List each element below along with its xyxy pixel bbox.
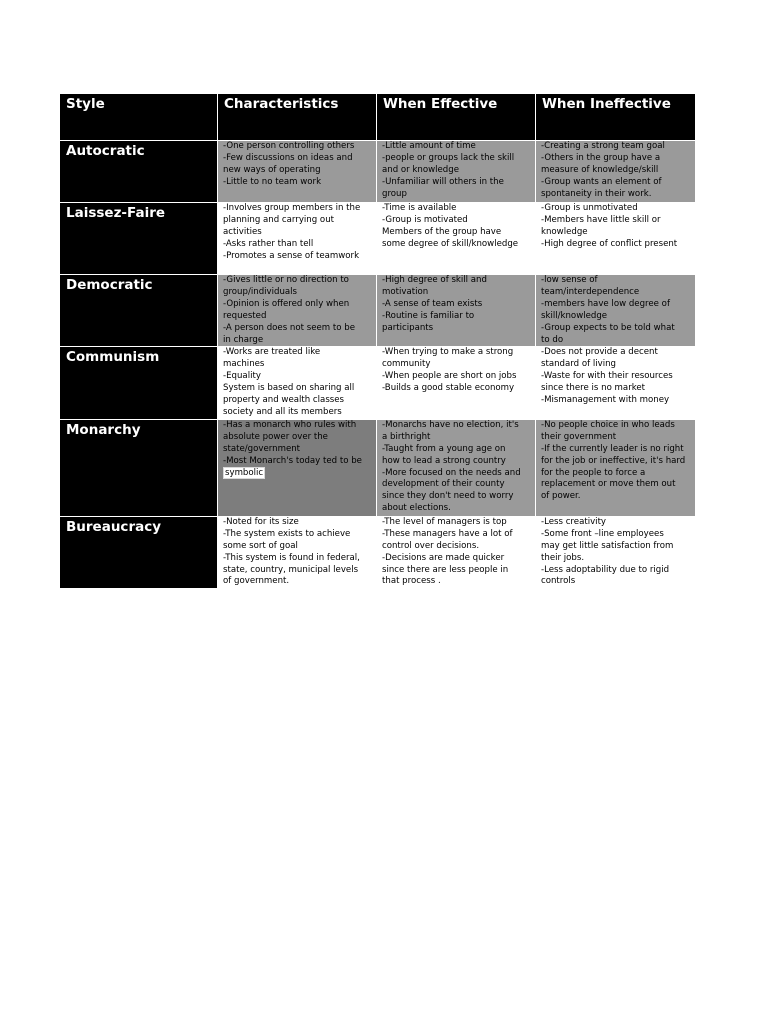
ineffective-cell	[536, 141, 696, 203]
cell-line: -Opinion is offered only when	[223, 298, 350, 309]
cell-line: that process .	[382, 576, 441, 587]
cell-line: -Works are treated like	[223, 347, 321, 358]
style-name: Monarchy	[60, 419, 218, 516]
row-communism	[60, 347, 696, 419]
row-laissez-faire	[60, 203, 696, 275]
cell-line: -Waste for with their resources	[541, 371, 673, 382]
style-name: Democratic	[60, 275, 218, 347]
cell-line: -Equality	[223, 371, 261, 382]
cell-line: -The system exists to achieve	[223, 528, 351, 539]
characteristics-cell	[218, 347, 377, 419]
effective-cell	[377, 347, 536, 419]
style-name: Communism	[60, 347, 218, 419]
ineffective-cell	[536, 419, 696, 516]
cell-line: state/government	[223, 443, 301, 454]
cell-line: -Creating a strong team goal	[541, 141, 665, 151]
cell-line: -Noted for its size	[223, 516, 299, 527]
cell-line: -Time is available	[382, 203, 457, 213]
ineffective-cell	[536, 516, 696, 588]
cell-line: community	[382, 359, 431, 370]
cell-line: how to lead a strong country	[382, 455, 506, 466]
cell-line: -If the currently leader is no right	[541, 443, 684, 454]
ineffective-cell	[536, 203, 696, 275]
cell-line: -Gives little or no direction to	[223, 275, 349, 285]
cell-line: their jobs.	[541, 552, 585, 563]
characteristics-cell	[218, 141, 377, 203]
cell-line: since there are less people in	[382, 564, 509, 575]
cell-line: in charge	[223, 334, 264, 345]
effective-cell	[377, 203, 536, 275]
cell-line: participants	[382, 322, 434, 333]
cell-line: about elections.	[382, 503, 451, 514]
header-characteristics: Characteristics	[218, 94, 377, 141]
cell-line: of government.	[223, 576, 290, 587]
highlight-line	[223, 468, 373, 480]
cell-line: -High degree of skill and	[382, 275, 487, 285]
cell-line: activities	[223, 226, 262, 237]
cell-line: -Asks rather than tell	[223, 238, 314, 249]
cell-line: group	[382, 188, 407, 199]
cell-line: -This system is found in federal,	[223, 552, 360, 563]
cell-line: -Little to no team work	[223, 176, 322, 187]
row-democratic	[60, 275, 696, 347]
highlighted-word: symbolic	[225, 467, 264, 478]
cell-line: to do	[541, 334, 564, 345]
cell-line: property and wealth classes	[223, 395, 345, 406]
characteristics-cell	[218, 516, 377, 588]
cell-line: -Routine is familiar to	[382, 310, 475, 321]
cell-line: measure of knowledge/skill	[541, 164, 659, 175]
row-monarchy	[60, 419, 696, 516]
cell-line: since they don't need to worry	[382, 491, 514, 502]
cell-line: new ways of operating	[223, 164, 321, 175]
cell-line: -Group wants an element of	[541, 176, 662, 187]
effective-cell	[377, 419, 536, 516]
cell-line: spontaneity in their work.	[541, 188, 652, 199]
cell-line: -These managers have a lot of	[382, 528, 513, 539]
cell-line: -High degree of conflict present	[541, 238, 678, 249]
cell-line: -The level of managers is top	[382, 516, 507, 527]
cell-line: -When people are short on jobs	[382, 371, 517, 382]
characteristics-lines	[223, 420, 373, 468]
cell-line: -Does not provide a decent	[541, 347, 658, 358]
cell-line: -Promotes a sense of teamwork	[223, 250, 360, 261]
header-style: Style	[60, 94, 218, 141]
effective-cell	[377, 141, 536, 203]
cell-line: -Taught from a young age on	[382, 443, 506, 454]
cell-line: -No people choice in who leads	[541, 419, 675, 430]
leadership-styles-table	[59, 93, 696, 589]
style-name: Autocratic	[60, 141, 218, 203]
cell-line: -Less adoptability due to rigid	[541, 564, 670, 575]
cell-line: -A person does not seem to be	[223, 322, 355, 333]
cell-line: System is based on sharing all	[223, 383, 355, 394]
cell-line: -Has a monarch who rules with	[223, 419, 357, 430]
cell-line: -One person controlling others	[223, 141, 355, 151]
style-name: Laissez-Faire	[60, 203, 218, 275]
cell-line: -Builds a good stable economy	[382, 383, 515, 394]
cell-line: for the job or ineffective, it's hard	[541, 455, 686, 466]
header-when-ineffective: When Ineffective	[536, 94, 696, 141]
effective-cell	[377, 516, 536, 588]
cell-line: -When trying to make a strong	[382, 347, 514, 358]
cell-line: some sort of goal	[223, 540, 298, 551]
cell-line: -Unfamiliar will others in the	[382, 176, 504, 187]
cell-line: -Members have little skill or	[541, 214, 661, 225]
cell-line: -Few discussions on ideas and	[223, 152, 353, 163]
cell-line: -Mismanagement with money	[541, 395, 670, 406]
cell-line: requested	[223, 310, 267, 321]
cell-line: -Little amount of time	[382, 141, 476, 151]
cell-line: -members have low degree of	[541, 298, 670, 309]
cell-line: -Group is motivated	[382, 214, 468, 225]
cell-line: -people or groups lack the skill	[382, 152, 515, 163]
cell-line: absolute power over the	[223, 431, 328, 442]
cell-line: may get little satisfaction from	[541, 540, 674, 551]
cell-line: and or knowledge	[382, 164, 460, 175]
cell-line: -Involves group members in the	[223, 203, 361, 213]
cell-line: knowledge	[541, 226, 588, 237]
effective-cell	[377, 275, 536, 347]
cell-line: standard of living	[541, 359, 617, 370]
cell-line: development of their county	[382, 479, 505, 490]
cell-line: since there is no market	[541, 383, 646, 394]
cell-line: -Group expects to be told what	[541, 322, 675, 333]
cell-line: -Some front –line employees	[541, 528, 664, 539]
cell-line: for the people to force a	[541, 467, 646, 478]
cell-line: planning and carrying out	[223, 214, 335, 225]
cell-line: their government	[541, 431, 617, 442]
cell-line: a birthright	[382, 431, 431, 442]
cell-line: group/individuals	[223, 286, 298, 297]
cell-line: skill/knowledge	[541, 310, 608, 321]
cell-line: replacement or move them out	[541, 479, 676, 490]
characteristics-cell	[218, 203, 377, 275]
cell-line: -Monarchs have no election, it's	[382, 419, 519, 430]
style-name: Bureaucracy	[60, 516, 218, 588]
cell-line: -More focused on the needs and	[382, 467, 521, 478]
row-bureaucracy	[60, 516, 696, 588]
cell-line: -A sense of team exists	[382, 298, 483, 309]
cell-line: -Less creativity	[541, 516, 607, 527]
cell-line: society and all its members	[223, 406, 342, 417]
characteristics-cell	[218, 275, 377, 347]
cell-line: machines	[223, 359, 265, 370]
header-row	[60, 94, 696, 141]
characteristics-cell	[218, 419, 377, 516]
cell-line: state, country, municipal levels	[223, 564, 359, 575]
row-autocratic	[60, 141, 696, 203]
cell-line: of power.	[541, 491, 581, 502]
cell-line: controls	[541, 576, 576, 587]
cell-line: team/interdependence	[541, 286, 640, 297]
cell-line: Members of the group have	[382, 226, 502, 237]
cell-line: -Group is unmotivated	[541, 203, 638, 213]
ineffective-cell	[536, 347, 696, 419]
cell-line: -Most Monarch's today ted to be	[223, 455, 362, 466]
cell-line: some degree of skill/knowledge	[382, 238, 519, 249]
cell-line: -low sense of	[541, 275, 598, 285]
cell-line: control over decisions.	[382, 540, 480, 551]
cell-line: motivation	[382, 286, 429, 297]
cell-line: -Others in the group have a	[541, 152, 661, 163]
header-when-effective: When Effective	[377, 94, 536, 141]
ineffective-cell	[536, 275, 696, 347]
cell-line: -Decisions are made quicker	[382, 552, 505, 563]
